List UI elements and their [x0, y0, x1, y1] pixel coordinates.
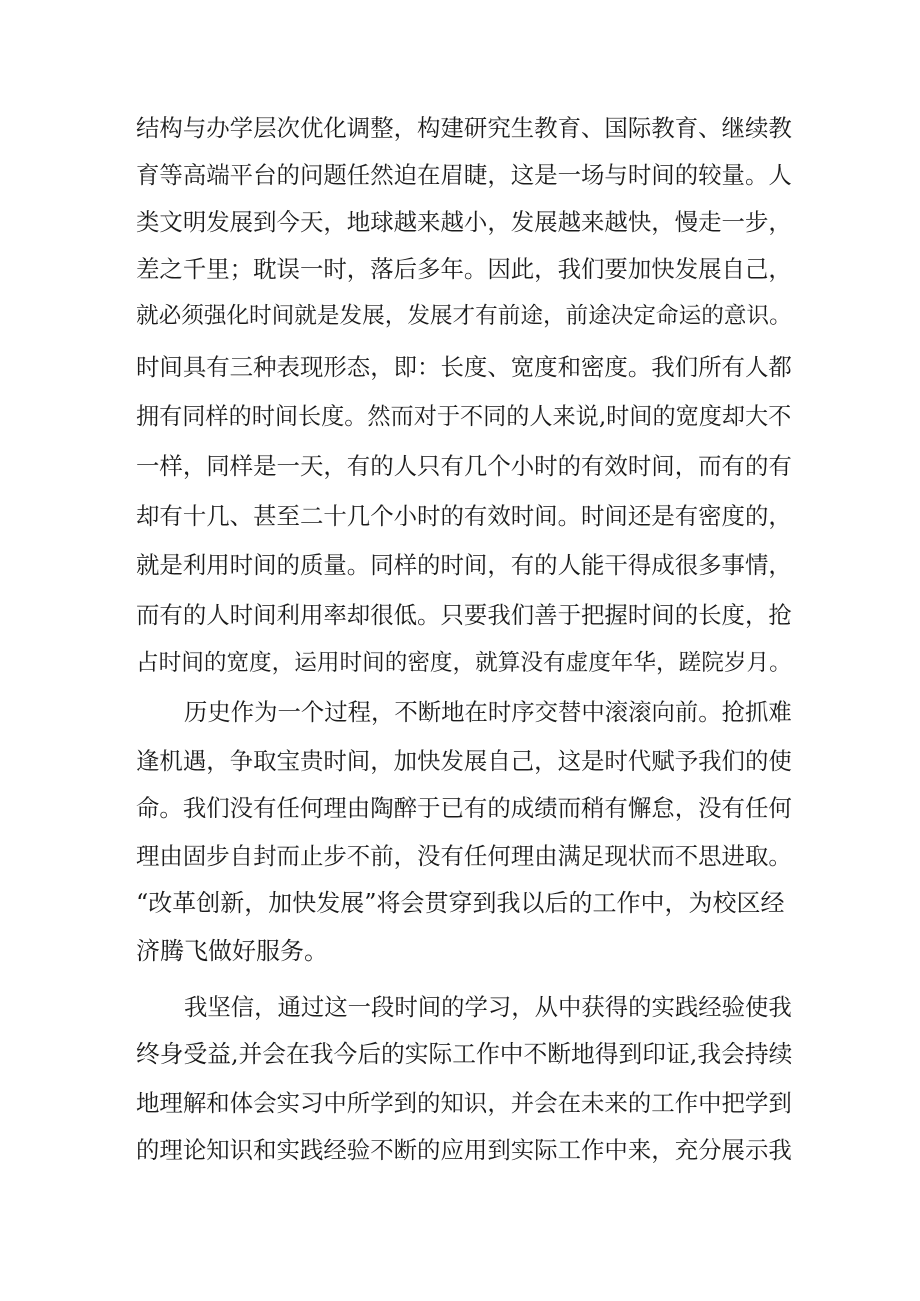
text-line: 差之千里；耽误一时，落后多年。因此，我们要加快发展自己，	[136, 255, 792, 283]
text-line: 时间具有三种表现形态，即：长度、宽度和密度。我们所有人都	[136, 353, 792, 381]
paragraph-first-line: 我坚信，通过这一段时间的学习，从中获得的实践经验使我	[184, 993, 792, 1021]
text-line: 终身受益,并会在我今后的实际工作中不断地得到印证,我会持续	[136, 1040, 793, 1068]
text-line: 就必须强化时间就是发展，发展才有前途，前途决定命运的意识。	[136, 303, 792, 329]
paragraph-first-line: 历史作为一个过程，不断地在时序交替中滚滚向前。抢抓难	[184, 698, 792, 726]
text-line: 拥有同样的时间长度。然而对于不同的人来说,时间的宽度却大不	[136, 404, 792, 430]
text-line: 的理论知识和实践经验不断的应用到实际工作中来，充分展示我	[136, 1136, 792, 1164]
text-line: 却有十几、甚至二十几个小时的有效时间。时间还是有密度的，	[136, 502, 792, 530]
text-line: 一样，同样是一天，有的人只有几个小时的有效时间，而有的有	[136, 452, 792, 480]
text-line: 而有的人时间利用率却很低。只要我们善于把握时间的长度，抢	[136, 601, 792, 629]
text-line: 就是利用时间的质量。同样的时间，有的人能干得成很多事情，	[136, 551, 792, 579]
text-line: 地理解和体会实习中所学到的知识，并会在未来的工作中把学到	[136, 1089, 792, 1117]
text-line: 济腾飞做好服务。	[136, 937, 328, 965]
text-line: 命。我们没有任何理由陶醉于已有的成绩而稍有懈怠，没有任何	[136, 794, 792, 822]
text-line: 类文明发展到今天，地球越来越小，发展越来越快，慢走一步，	[136, 208, 792, 236]
text-line: 育等高端平台的问题任然迫在眉睫，这是一场与时间的较量。人	[136, 161, 792, 189]
text-line: 理由固步自封而止步不前，没有任何理由满足现状而不思进取。	[136, 842, 792, 870]
text-line: 结构与办学层次优化调整，构建研究生教育、国际教育、继续教	[136, 114, 792, 142]
text-line: 逢机遇，争取宝贵时间，加快发展自己，这是时代赋予我们的使	[136, 747, 792, 775]
text-line: 占时间的宽度，运用时间的密度，就算没有虚度年华，蹉院岁月。	[136, 650, 792, 676]
text-line: “改革创新，加快发展”将会贯穿到我以后的工作中，为校区经	[136, 889, 785, 917]
